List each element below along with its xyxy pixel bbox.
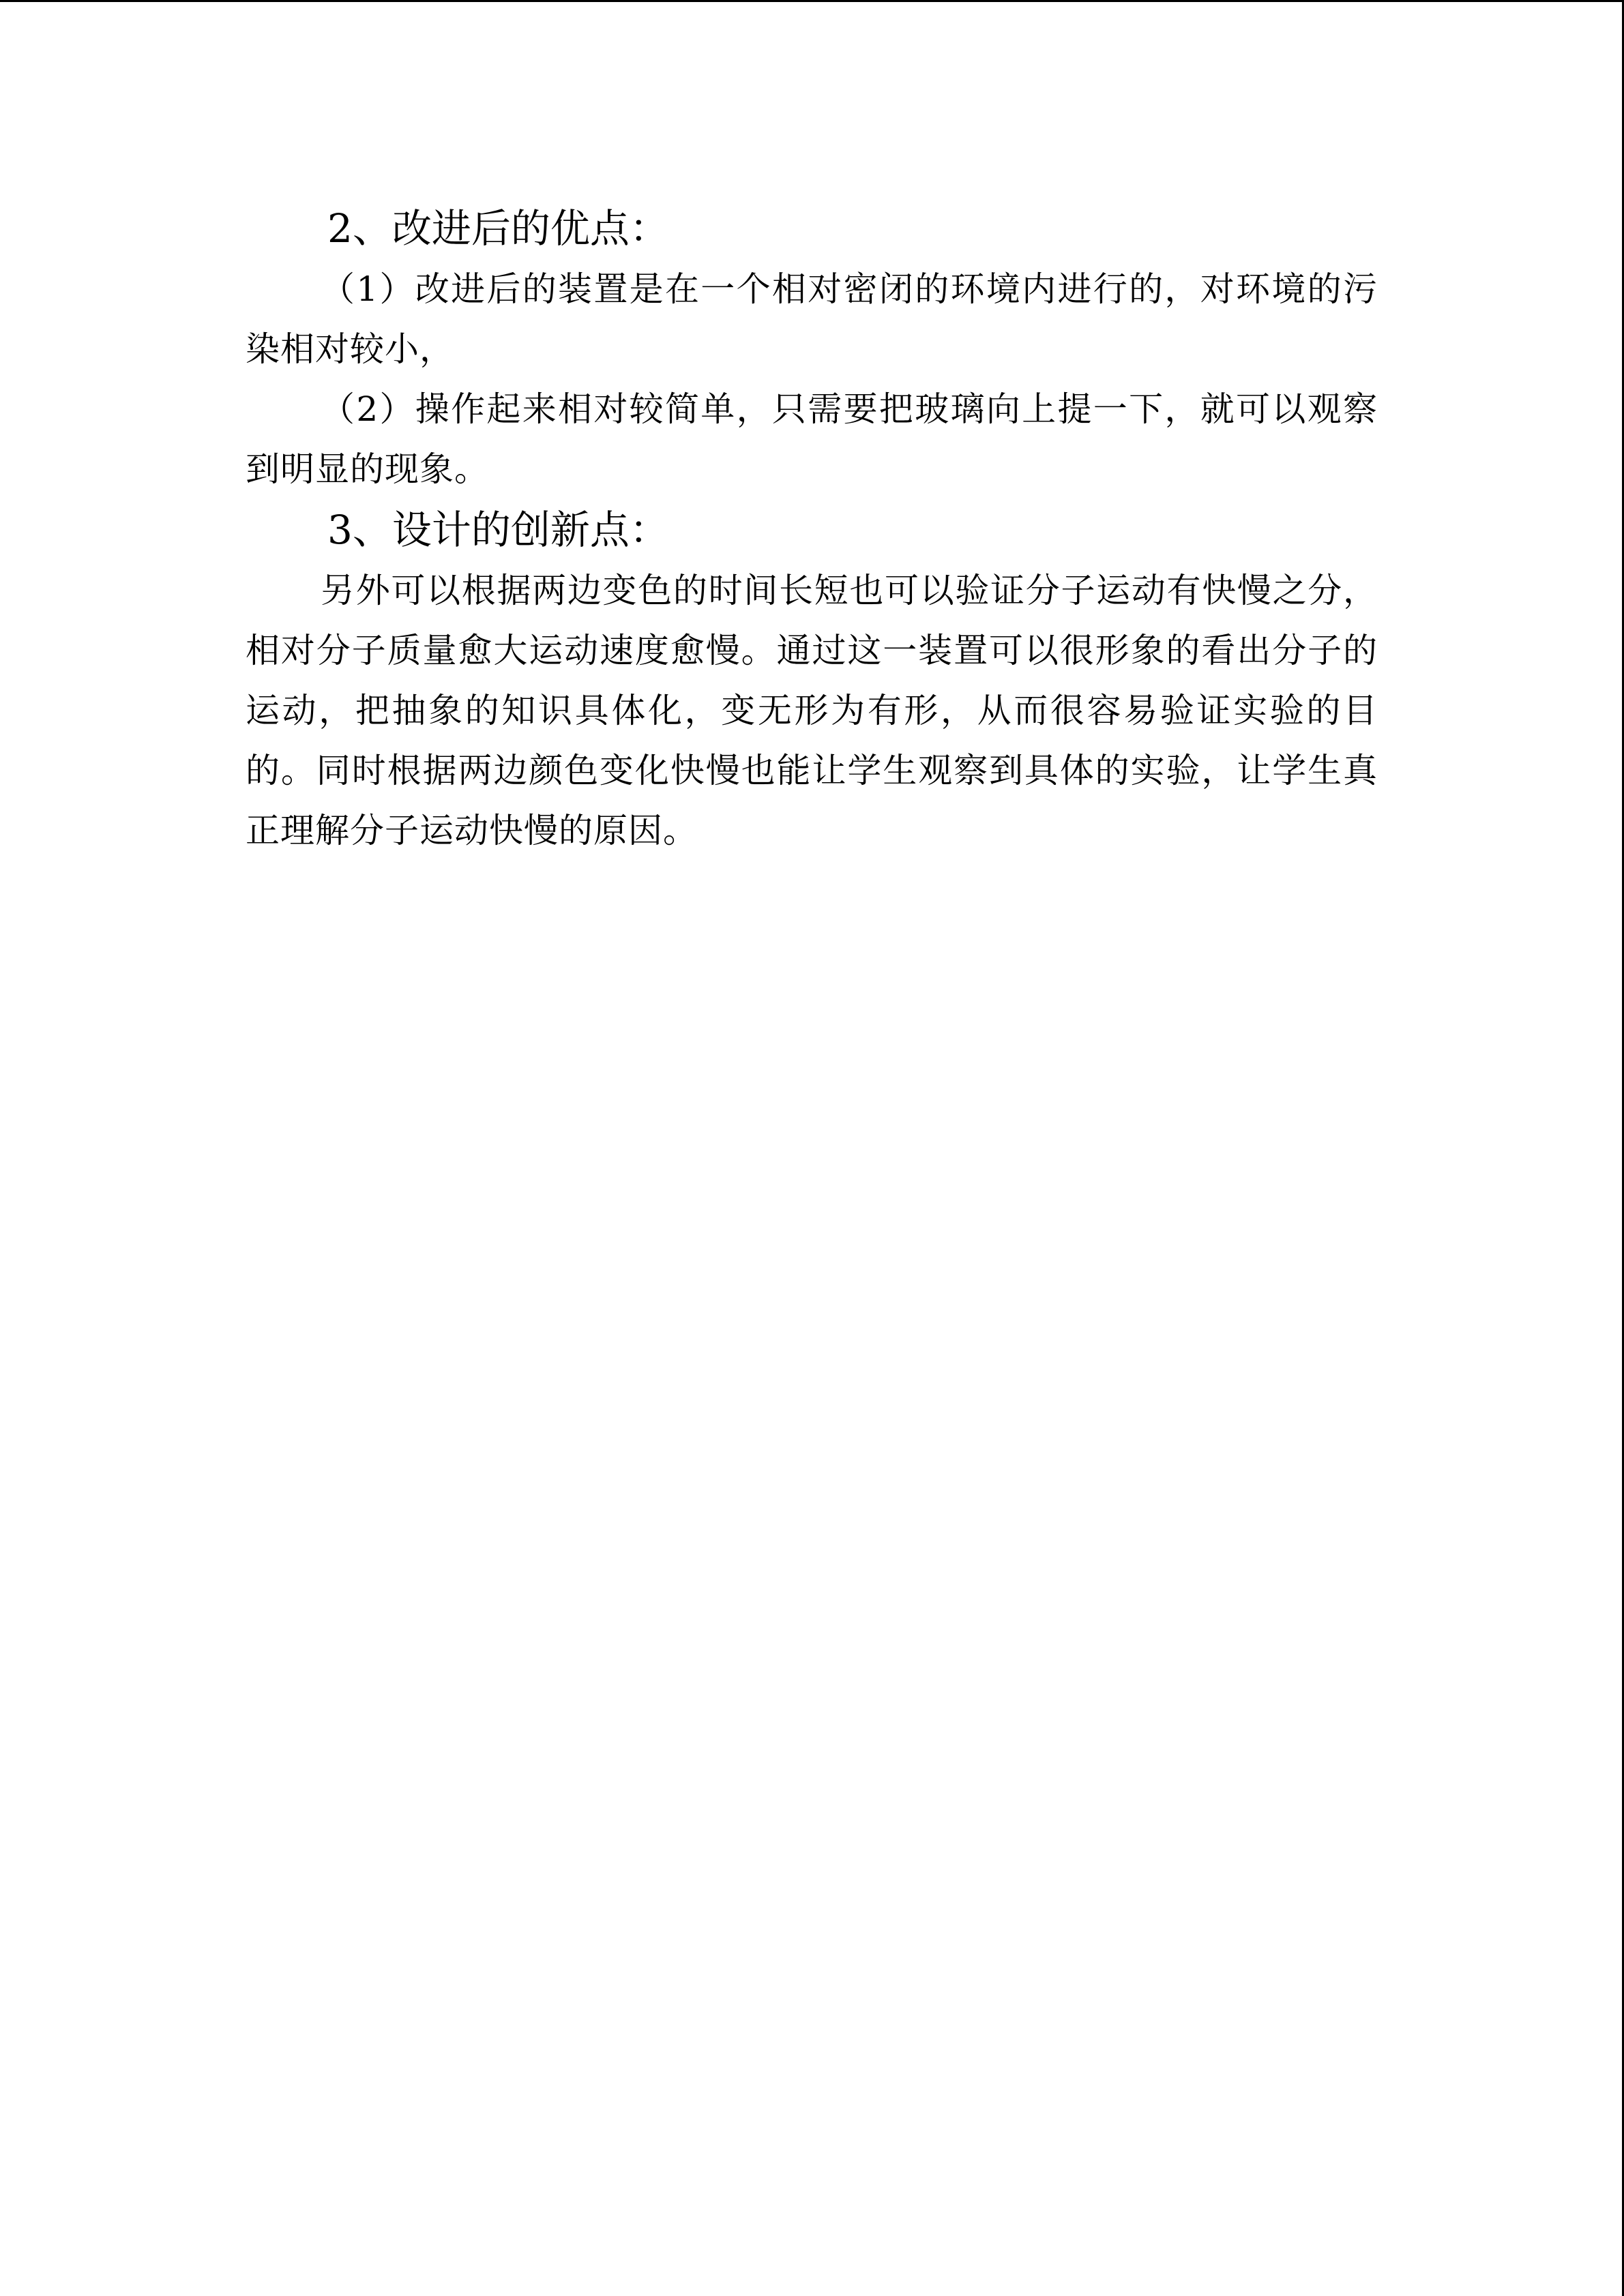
page-border-top (0, 0, 1624, 2)
section-3-heading: 3、设计的创新点： (327, 507, 669, 553)
section-3-body: 另外可以根据两边变色的时间长短也可以验证分子运动有快慢之分，相对分子质量愈大运动速度愈慢。通过这一装置可以很形象的看出分子的运动，把抽象的知识具体化，变无形为有形，从而很容易验证实验的目的。同时根据两边颜色变化快慢也能让学生观察到具体的实验，让学生真正理解分子运动快慢的原因。 (246, 571, 1378, 850)
section-2-item-2: （2）操作起来相对较简单，只需要把玻璃向上提一下，就可以观察到明显的现象。 (246, 389, 1378, 489)
document-body (246, 198, 1378, 861)
section-2-heading: 2、改进后的优点： (327, 205, 669, 252)
section-2-item-1: （1）改进后的装置是在一个相对密闭的环境内进行的，对环境的污染相对较小， (246, 269, 1378, 369)
